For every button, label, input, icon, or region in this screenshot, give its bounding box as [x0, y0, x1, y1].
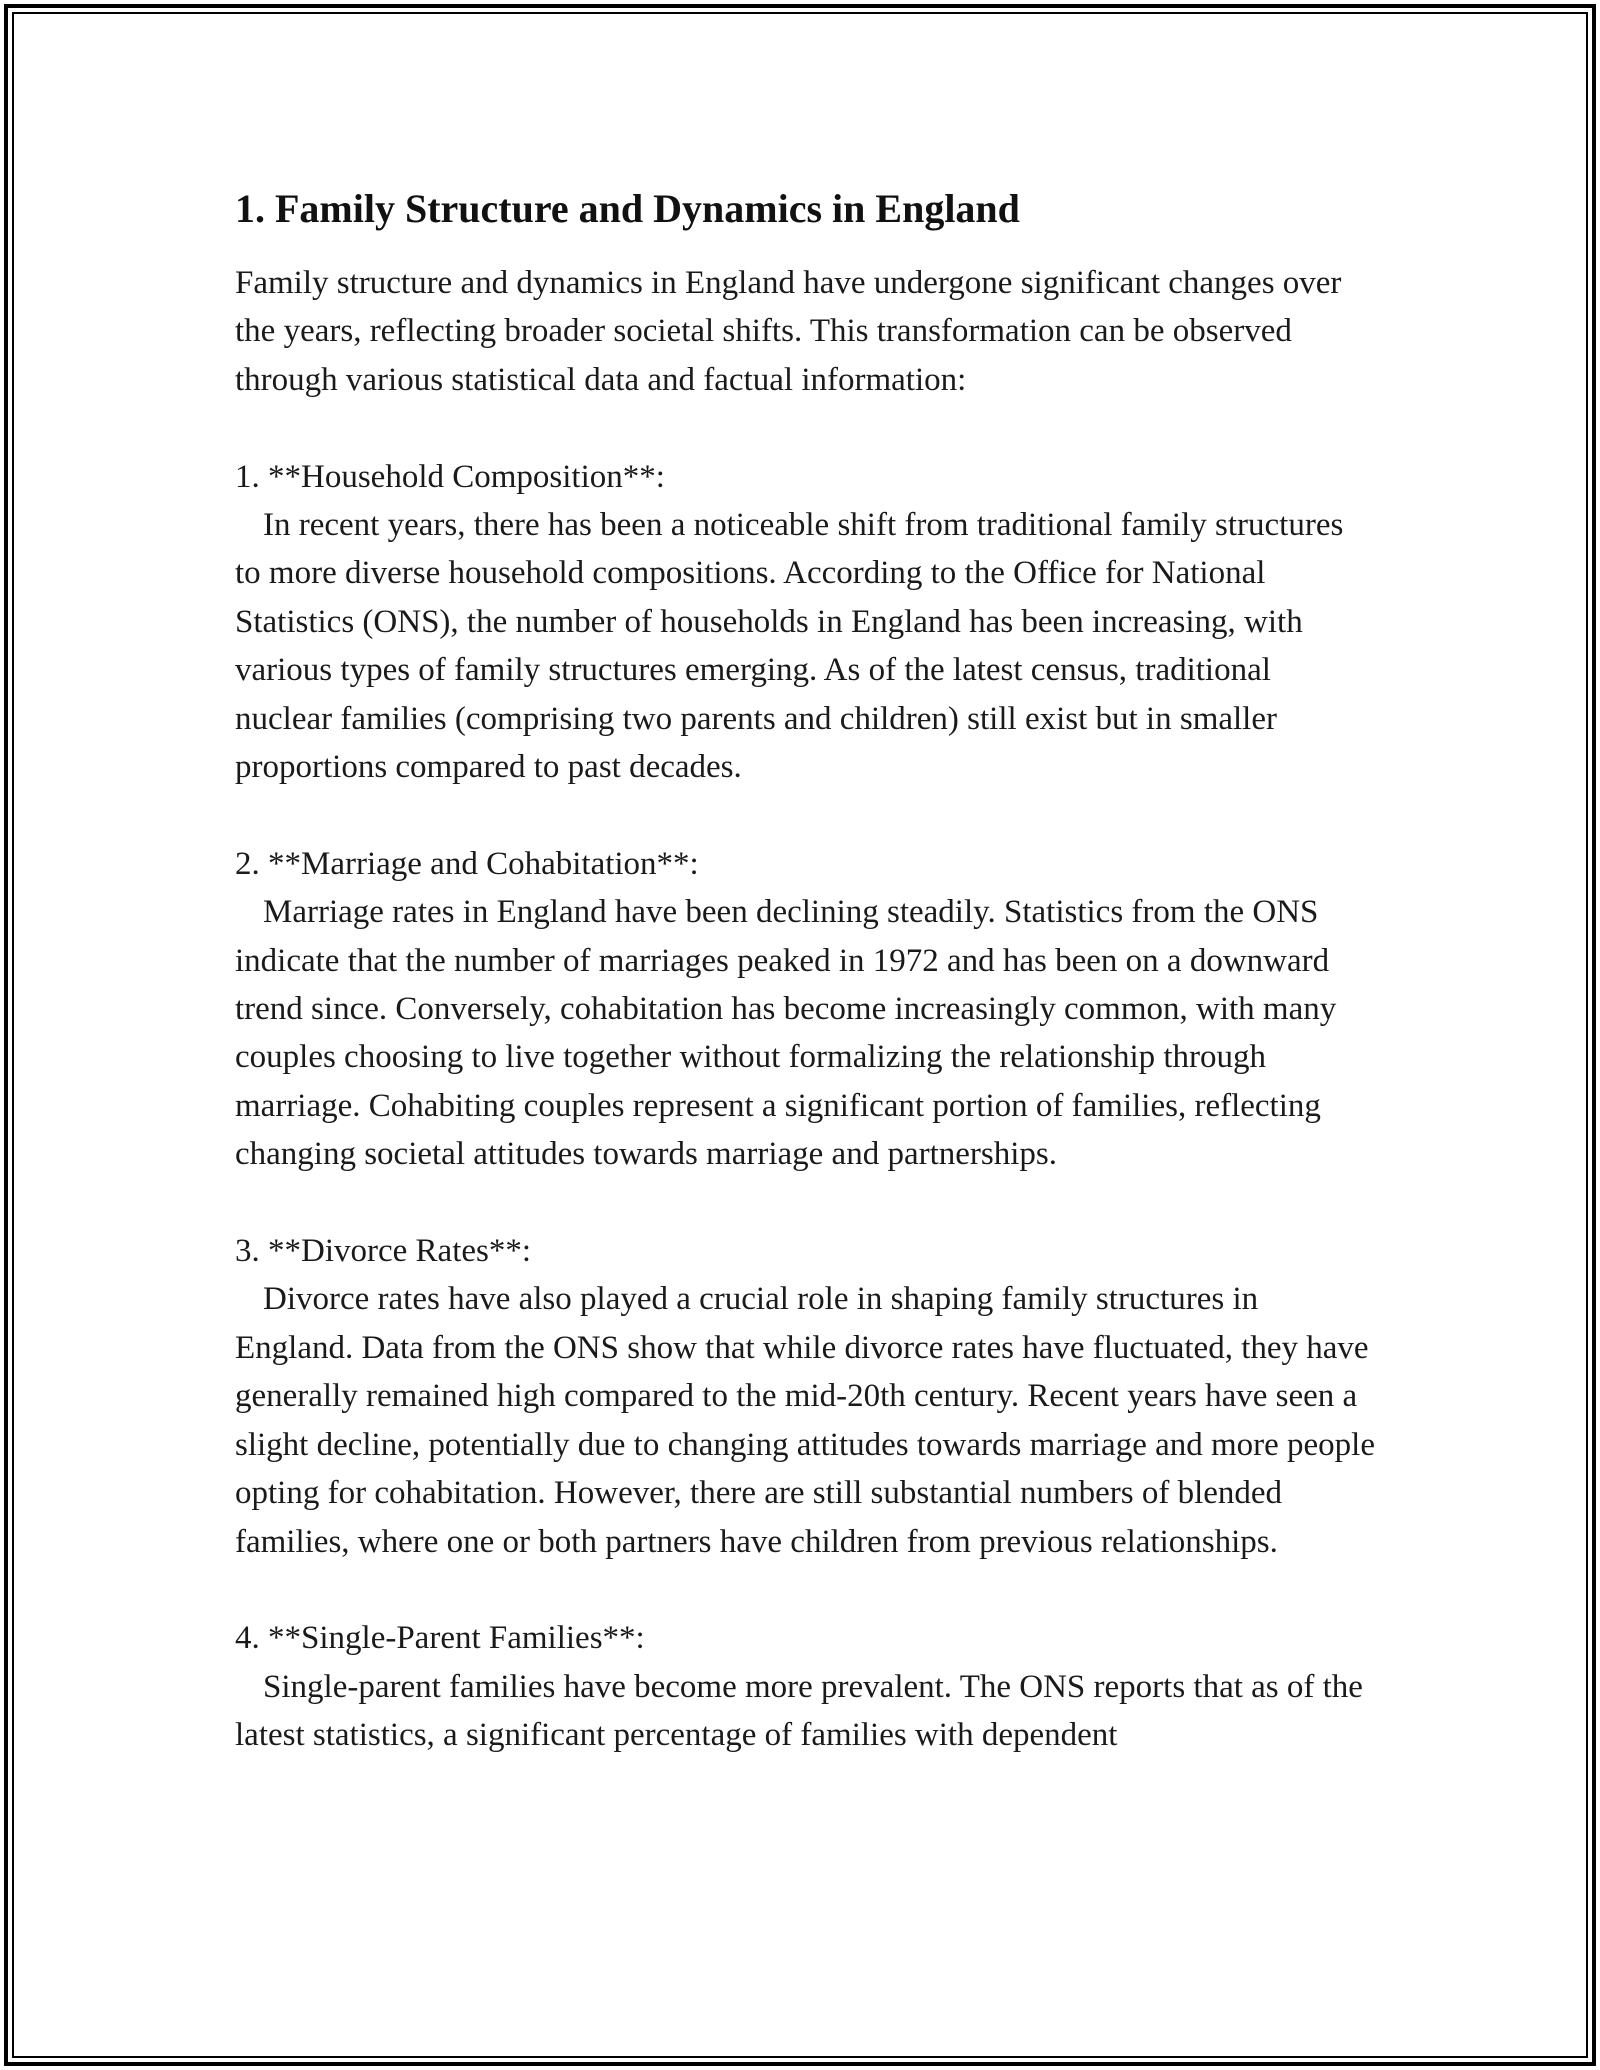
paragraph-gap	[235, 1566, 1375, 1614]
document-body	[235, 185, 1375, 1760]
section-marriage-cohabitation	[235, 840, 1375, 1179]
paragraph-gap	[235, 404, 1375, 452]
paragraph-gap	[235, 1179, 1375, 1227]
section-divorce-rates	[235, 1227, 1375, 1566]
section-body: Divorce rates have also played a crucial role in shaping family structures in England. Data from the ONS show that while divorce rates have fluctuated, they have generally remained high compared to the mid-20th century. Recent years have seen a slight decline, potentially due to changing attitudes towards marriage and more people opting for cohabitation. However, there are still substantial numbers of blended families, where one or both partners have children from previous relationships.	[235, 1281, 1375, 1560]
section-heading: 2. **Marriage and Cohabitation**:	[235, 845, 699, 882]
section-single-parent-families	[235, 1614, 1375, 1759]
intro-paragraph: Family structure and dynamics in England have undergone significant changes over the years, reflecting broader societal shifts. This transformation can be observed through various statistical data and factual information:	[235, 265, 1350, 398]
section-heading: 3. **Divorce Rates**:	[235, 1233, 532, 1270]
section-heading: 1. **Household Composition**:	[235, 458, 665, 495]
section-body: In recent years, there has been a noticeable shift from traditional family structures to more diverse household compositions. According to the Office for National Statistics (ONS), the number of households in England has been increasing, with various types of family structures emerging. As of the latest census, traditional nuclear families (comprising two parents and children) still exist but in smaller proportions compared to past decades.	[235, 507, 1344, 786]
paragraph-gap	[235, 791, 1375, 839]
document-title: 1. Family Structure and Dynamics in England	[235, 186, 1020, 231]
section-heading: 4. **Single-Parent Families**:	[235, 1620, 645, 1657]
section-body: Marriage rates in England have been declining steadily. Statistics from the ONS indicate that the number of marriages peaked in 1972 and has been on a downward trend since. Conversely, cohabitation has become increasingly common, with many couples choosing to live together without formalizing the relationship through marriage. Cohabiting couples represent a significant portion of families, reflecting changing societal attitudes towards marriage and partnerships.	[235, 894, 1337, 1173]
section-household-composition	[235, 453, 1375, 792]
section-body: Single-parent families have become more prevalent. The ONS reports that as of the latest statistics, a significant percentage of families with dependent	[235, 1668, 1363, 1754]
